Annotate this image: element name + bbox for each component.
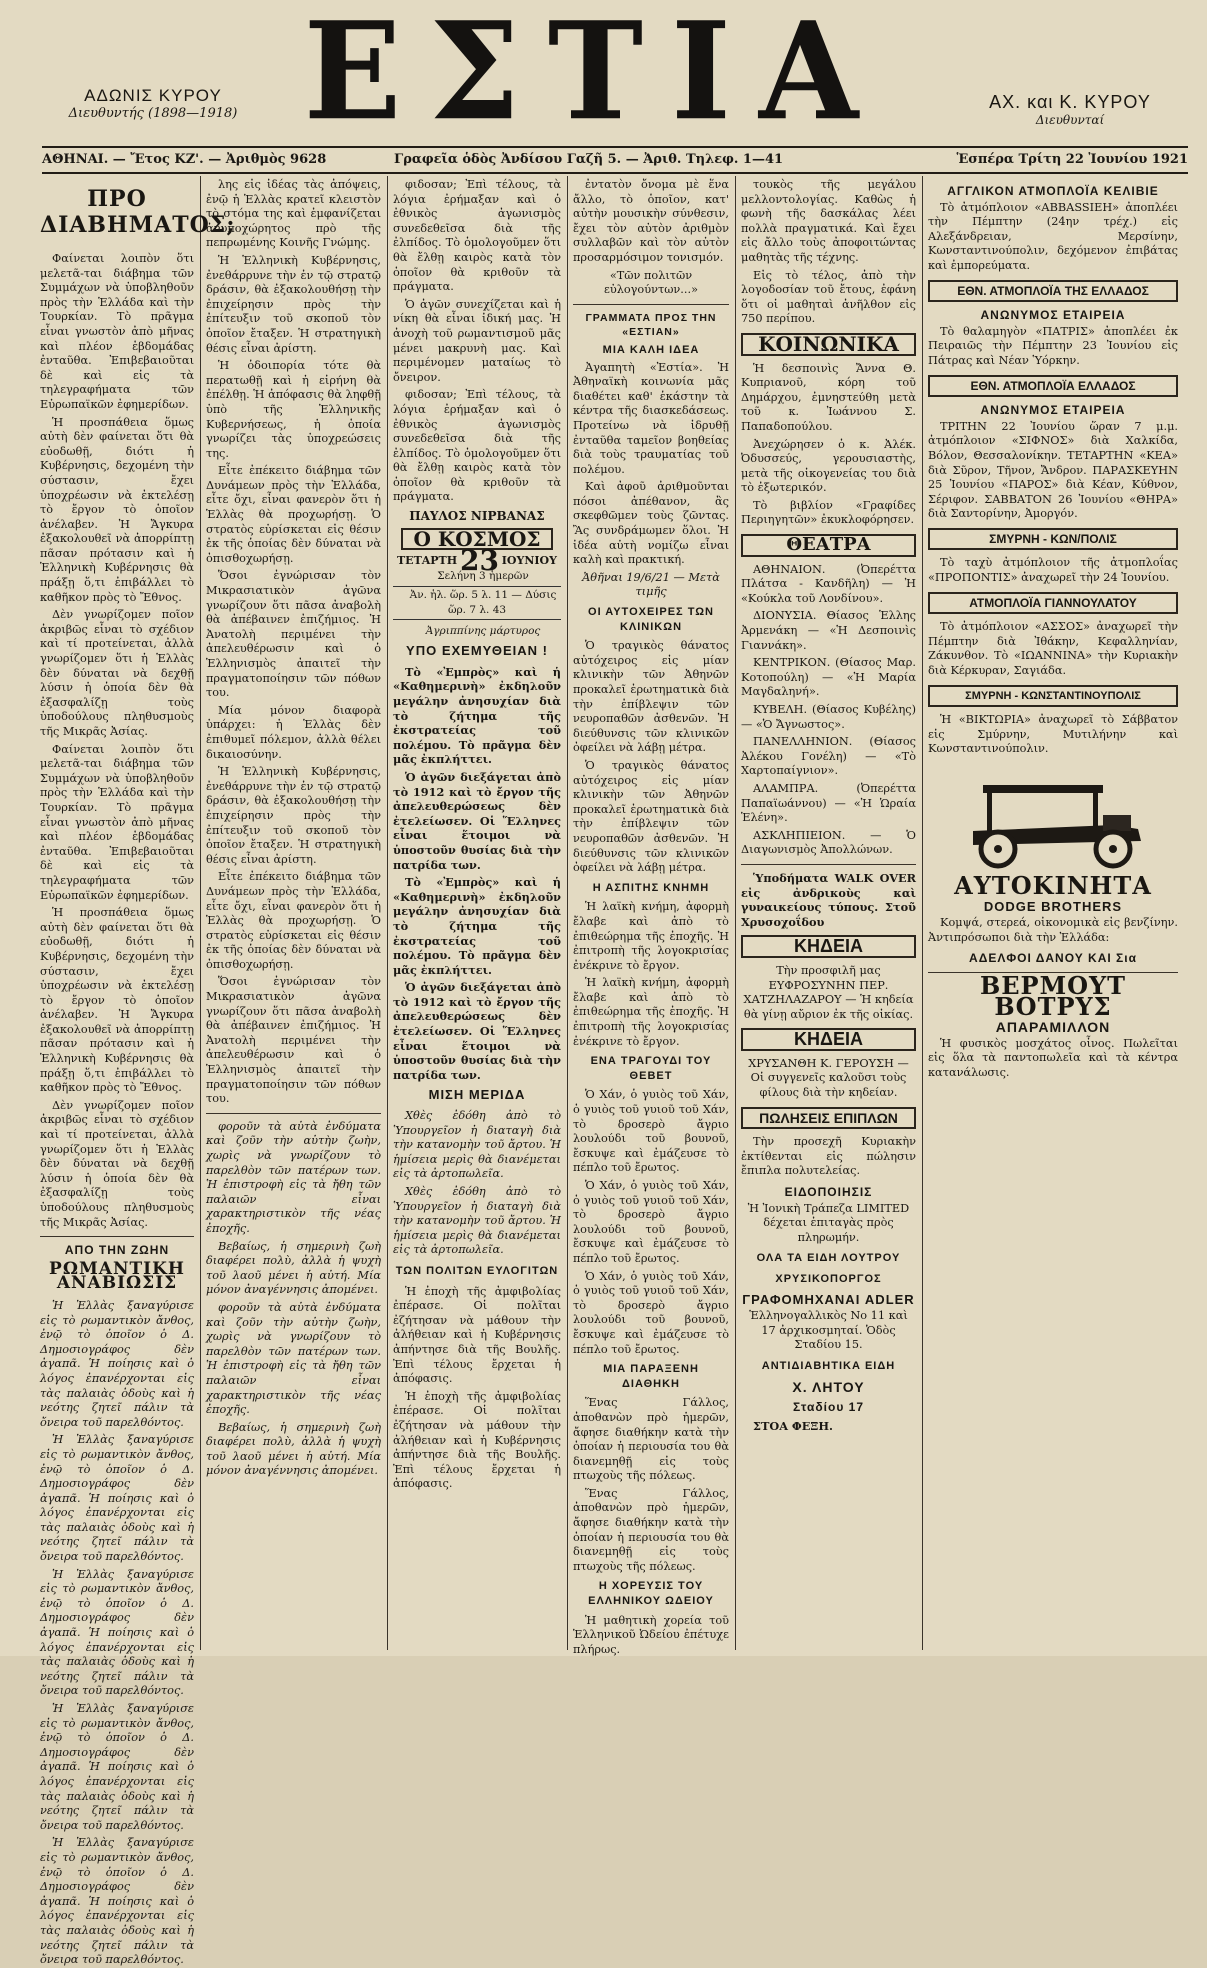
section-box-funeral: ΚΗΔΕΙΑ bbox=[741, 1028, 916, 1051]
section-label: ΓΡΑΜΜΑΤΑ ΠΡΟΣ ΤΗΝ «ΕΣΤΙΑΝ» bbox=[585, 311, 717, 339]
article-paragraph: Βεβαίως, ἡ σημερινὴ ζωὴ διαφέρει πολὺ, ἀλλὰ ἡ ψυχὴ τοῦ λαοῦ μένει ἡ αὐτή. Μία μόνον ἀναγέννησις ἀπομένει. bbox=[206, 1239, 381, 1297]
article-paragraph: Ἡ Ἑλλὰς ξαναγύρισε εἰς τὸ ρωμαντικὸν ἄνθος, ἐνῷ τὸ ὁποῖον ὁ Δ. Δημοσιογράφος δὲν ἀγαπᾶ. Ἡ ποίησις καὶ ὁ λόγος ἐπανέρχονται εἰς τὰς παλαιὰς ὁδοὺς καὶ ἡ νεότης ζητεῖ πάλιν τὰ ὄνειρα τοῦ παρελθόντος. bbox=[40, 1702, 194, 1832]
social-item: Τὸ βιβλίον «Γραφίδες Περιηγητῶν» ἐκυκλοφόρησεν. bbox=[741, 498, 916, 527]
section-rule bbox=[206, 1113, 381, 1114]
advertisement-walkover: Ὑποδήματα WALK OVER εἰς ἀνδρικοὺς καὶ γυναικείους τύπους. Στοῦ Χρυσοχοΐδου bbox=[741, 870, 916, 929]
column-divider bbox=[567, 176, 568, 1650]
advertisement-adler: ΓΡΑΦΟΜΗΧΑΝΑΙ ADLER bbox=[742, 1291, 915, 1307]
article-paragraph: Δὲν γνωρίζομεν ποῖον ἀκριβῶς εἶναι τὸ σχέδιον καὶ τί προτείνεται, ἀλλὰ γνωρίζομεν ὅτι ἡ Ἑλλὰς δὲν δύναται νὰ δεχθῇ λύσιν ἡ ὁποία δὲν θὰ ἐξασφαλίζῃ τοὺς ὑποδούλους πληθυσμοὺς τῆς Μικρᾶς Ἀσίας. bbox=[40, 1098, 194, 1229]
article-headline: ΟΙ ΑΥΤΟΧΕΙΡΕΣ ΤΩΝ ΚΛΙΝΙΚΩΝ bbox=[588, 606, 714, 633]
column-1 bbox=[40, 178, 236, 1967]
advertisement-text: Ἡ «ΒΙΚΤΩΡΙΑ» ἀναχωρεῖ τὸ Σάββατον εἰς Σμύρνην, Μυτιλήνην καὶ Κωνσταντινούπολιν. bbox=[928, 713, 1178, 756]
founder-subtitle: Διευθυντής (1898—1918) bbox=[68, 106, 238, 121]
article-headline: ΕΝΑ ΤΡΑΓΟΥΔΙ ΤΟΥ ΘΕΒΕΤ bbox=[590, 1055, 712, 1082]
article-headline: ΜΙΣΗ ΜΕΡΙΔΑ bbox=[428, 1087, 526, 1103]
article-paragraph: Ἡ λαϊκὴ κνήμη, ἀφορμὴ ἔλαβε καὶ ἀπὸ τὸ ἐπιθεώρημα τῆς ἐποχῆς. Ἡ ἐπιτροπὴ τῆς λογοκρισίας ἐνέκρινε τὸ ἔργον. bbox=[573, 900, 729, 972]
masthead bbox=[0, 0, 1207, 151]
vermouth-tagline: ΑΠΑΡΑΜΙΛΛΟΝ bbox=[995, 1019, 1111, 1036]
advertisement-subhead: ΑΝΩΝΥΜΟΣ ΕΤΑΙΡΕΙΑ bbox=[980, 308, 1126, 323]
section-box-social: ΚΟΙΝΩΝΙΚΑ bbox=[741, 333, 916, 356]
column-4 bbox=[573, 178, 729, 1656]
article-paragraph: Ἡ προσπάθεια ὅμως αὐτὴ δὲν φαίνεται ὅτι θὰ εὐοδωθῇ, διότι ἡ Κυβέρνησις, δεχομένη τὴν σύστασιν, ἔχει ὑποχρέωσιν νὰ ἐκτελέσῃ τὸ ἔργον τὸ ὁποῖον ἀνέλαβεν. Ἡ Ἄγκυρα ἐξακολουθεῖ νὰ ἀπορρίπτῃ πᾶσαν πρότασιν καὶ ἡ Ἑλληνικὴ Κυβέρνησις θὰ πράξῃ ὅ,τι ἐπιβάλλει τὸ καθῆκον πρὸς τὸ Ἔθνος. bbox=[40, 415, 194, 604]
article-paragraph: Ἀγαπητὴ «Ἑστία». Ἡ Ἀθηναϊκὴ κοινωνία μᾶς διαθέτει καθ' ἑκάστην τὰ κέντρα τῆς διασκεδάσεως. Προτείνω νὰ ἱδρυθῇ ἐνταῦθα ταμεῖον βοηθείας διὰ τοὺς τραυματίας τοῦ πολέμου. bbox=[573, 360, 729, 476]
issue-date: Ἑσπέρα Τρίτη 22 Ἰουνίου 1921 bbox=[956, 152, 1188, 167]
masthead-rule bbox=[42, 146, 1188, 148]
advertisement-diabetic: ΑΝΤΙΔΙΑΒΗΤΙΚΑ ΕΙΔΗ bbox=[761, 1359, 896, 1372]
column-divider bbox=[387, 176, 388, 1650]
article-headline: ΥΠΟ ΕΧΕΜΥΘΕΙΑΝ ! bbox=[406, 643, 548, 659]
article-paragraph: Ἡ Ἑλληνικὴ Κυβέρνησις, ἐνεθάρρυνε τὴν ἐν τῷ στρατῷ δράσιν, θὰ ἐξακολουθήσῃ τὴν ἐπιχείρησιν πρὸς τὴν ἐπίτευξιν τοῦ σκοποῦ τὸν ὁποῖον ἔταξεν. Ἡ στρατηγικὴ θέσις εἶναι ἀρίστη. bbox=[206, 765, 381, 866]
article-paragraph: Ὁ τραγικὸς θάνατος αὐτόχειρος εἰς μίαν κλινικὴν τῶν Ἀθηνῶν προκαλεῖ ἐρωτηματικὰ διὰ τὴν ἐπίβλεψιν τῶν νευροπαθῶν ἀσθενῶν. Ἡ διεύθυνσις τῶν κλινικῶν ὀφείλει νὰ λάβῃ μέτρα. bbox=[573, 758, 729, 875]
article-paragraph: Τὸ «Ἐμπρὸς» καὶ ἡ «Καθημερινὴ» ἐκδηλοῦν μεγάλην ἀνησυχίαν διὰ τὸ ζήτημα τῆς ἐκστρατείας τοῦ πολέμου. Τὸ πρᾶγμα δὲν μᾶς ἐκπλήττει. bbox=[393, 875, 561, 977]
directors-block bbox=[960, 92, 1180, 127]
section-label: ΑΠΟ ΤΗΝ ΖΩΗΝ bbox=[64, 1243, 170, 1258]
column-divider bbox=[200, 176, 201, 1650]
advertisement-subhead: ΑΝΩΝΥΜΟΣ ΕΤΑΙΡΕΙΑ bbox=[980, 403, 1126, 418]
theatre-listing: ΔΙΟΝΥΣΙΑ. Θίασος Ἑλλης Ἀρμενάκη — «Ἡ Δεσποινὶς Γιαννάκη». bbox=[741, 609, 916, 652]
advertisement-text: Τὸ ἀτμόπλοιον «ΑΣΣΟΣ» ἀναχωρεῖ τὴν Πέμπτην διὰ Ἰθάκην, Κεφαλληνίαν, Ζάκυνθον. Τὸ «ΙΩΑΝΝΙΝΑ» τὴν Κυριακὴν διὰ Κέρκυραν, Σαγιάδα. bbox=[928, 620, 1178, 678]
issue-number: ΑΘΗΝΑΙ. — Ἔτος ΚΖ'. — Ἀριθμὸς 9628 bbox=[42, 152, 327, 167]
dealer-name: ΑΔΕΛΦΟΙ ΔΑΝΟΥ ΚΑΙ Σια bbox=[969, 951, 1137, 966]
almanac-moon: Σελήνη 3 ἡμερῶν bbox=[437, 569, 529, 582]
section-label: ΕΙΔΟΠΟΙΗΣΙΣ bbox=[784, 1185, 873, 1200]
almanac-sun: Ἀν. ἡλ. ὥρ. 5 λ. 11 — Δύσις ὥρ. 7 λ. 43 bbox=[393, 586, 561, 619]
article-paragraph: Εἶτε ἐπέκειτο διάβημα τῶν Δυνάμεων πρὸς τὴν Ἑλλάδα, εἶτε ὄχι, εἶναι φανερὸν ὅτι ἡ Ἑλλὰς θὰ προχωρήσῃ. Ὁ στρατὸς εὑρίσκεται εἰς θέσιν ἐκ τῆς ὁποίας δὲν δύναται νὰ ὀπισθοχωρήσῃ. bbox=[206, 870, 381, 971]
letter-signature: Ἀθῆναι 19/6/21 — Μετὰ τιμῆς bbox=[582, 570, 720, 599]
funeral-notice: Τὴν προσφιλῆ μας ΕΥΦΡΟΣΥΝΗΝ ΠΕΡ. ΧΑΤΖΗΛΑΖΑΡΟΥ — Ἡ κηδεία θὰ γίνῃ αὔριον ἐκ τῆς οἰκίας. bbox=[743, 963, 914, 1021]
theatre-listing: ΚΥΒΕΛΗ. (Θίασος Κυβέλης) — «Ὁ Ἄγνωστος». bbox=[741, 703, 916, 731]
pharmacy-name: Χ. ΛΗΤΟΥ bbox=[792, 1378, 865, 1395]
founder-name: ΑΔΩΝΙΣ ΚΥΡΟΥ bbox=[84, 86, 222, 105]
issue-info-bar bbox=[42, 150, 1188, 172]
social-item: Ἡ δεσποινὶς Ἄννα Θ. Κυπριανοῦ, κόρη τοῦ Δημάρχου, ἐμνηστεύθη μετὰ τοῦ κ. Ἰωάννου Σ. Παπαδοπούλου. bbox=[741, 361, 916, 433]
theatre-listing: ΑΛΑΜΠΡΑ. (Ὀπερέττα Παπαϊωάννου) — «Ἡ Ὡραία Ἑλένη». bbox=[741, 781, 916, 825]
theatre-listing: ΑΣΚΛΗΠΙΕΙΟΝ. — Ὁ Διαγωνισμὸς Ἀπολλώνων. bbox=[741, 828, 916, 857]
article-paragraph: Ἡ προσπάθεια ὅμως αὐτὴ δὲν φαίνεται ὅτι θὰ εὐοδωθῇ, διότι ἡ Κυβέρνησις, δεχομένη τὴν σύστασιν, ἔχει ὑποχρέωσιν νὰ ἐκτελέσῃ τὸ ἔργον τὸ ὁποῖον ἀνέλαβεν. Ἡ Ἄγκυρα ἐξακολουθεῖ νὰ ἀπορρίπτῃ πᾶσαν πρότασιν καὶ ἡ Ἑλληνικὴ Κυβέρνησις θὰ πράξῃ ὅ,τι ἐπιβάλλει τὸ καθῆκον πρὸς τὸ Ἔθνος. bbox=[40, 906, 194, 1095]
advertisement-text: Κομψά, στερεά, οἰκονομικὰ εἰς βενζίνην. Ἀντιπρόσωποι διὰ τὴν Ἑλλάδα: bbox=[928, 916, 1178, 944]
article-paragraph: Ὁ ἀγῶν συνεχίζεται καὶ ἡ νίκη θὰ εἶναι ἰδική μας. Ἡ ἀνοχὴ τοῦ ρωμαντισμοῦ μᾶς μένει μακρυνὴ μας. Καὶ περιμένομεν ματαίως τὸ ὄνειρον. bbox=[393, 297, 561, 384]
article-paragraph: Ὅσοι ἐγνώρισαν τὸν Μικρασιατικὸν ἀγῶνα γνωρίζουν ὅτι πᾶσα ἀναβολὴ θὰ ἀπέβαινεν ἐπιζήμιος. Ἡ Ἀνατολὴ περιμένει τὴν ἀπελευθέρωσιν καὶ ὁ Ἑλληνισμὸς ἀπαιτεῖ τὴν πραγματοποίησιν τῶν πόθων του. bbox=[206, 569, 381, 700]
article-paragraph: φιδοσαν; Ἐπὶ τέλους, τὰ λόγια ἐρήμαξαν καὶ ὁ ἐθνικὸς ἀγωνισμὸς συνεδεθεῖσα διὰ τῆς ἐλπίδος. Τὸ ὁμολογοῦμεν ὅτι θὰ ἔλθῃ καιρὸς κατὰ τὸν ὁποῖον θὰ κριθοῦν τὰ πράγματα. bbox=[393, 178, 561, 294]
section-box-theatres: ΘΕΑΤΡΑ bbox=[741, 534, 916, 557]
automobile-illustration bbox=[953, 763, 1153, 873]
footer-notice: ΣΤΟΑ ΦΕΞΗ. bbox=[753, 1418, 833, 1433]
theatre-listing: ΠΑΝΕΛΛΗΝΙΟΝ. (Θίασος Ἀλέκου Γονέλη) — «Τὸ Χαρτοπαίγνιον». bbox=[741, 735, 916, 778]
almanac-date-number: 23 bbox=[459, 544, 499, 578]
article-headline: ΜΙΑ ΠΑΡΑΞΕΝΗ ΔΙΑΘΗΚΗ bbox=[603, 1363, 699, 1390]
article-paragraph: Ἡ ἐποχὴ τῆς ἀμφιβολίας ἐπέρασε. Οἱ πολῖται ἐζήτησαν νὰ μάθουν τὴν ἀλήθειαν καὶ ἡ Κυβέρνησις ἀπήντησε διὰ τῆς Βουλῆς. Ἐπὶ τέλους ἔρχεται ἡ ἀπόφασις. bbox=[393, 1389, 561, 1491]
article-paragraph: Εἶτε ἐπέκειτο διάβημα τῶν Δυνάμεων πρὸς τὴν Ἑλλάδα, εἶτε ὄχι, εἶναι φανερὸν ὅτι ἡ Ἑλλὰς θὰ προχωρήσῃ. Ὁ στρατὸς εὑρίσκεται εἰς θέσιν ἐκ τῆς ὁποίας δὲν δύναται νὰ ὀπισθοχωρήσῃ. bbox=[206, 464, 381, 565]
article-paragraph: Βεβαίως, ἡ σημερινὴ ζωὴ διαφέρει πολὺ, ἀλλὰ ἡ ψυχὴ τοῦ λαοῦ μένει ἡ αὐτή. Μία μόνον ἀναγέννησις ἀπομένει. bbox=[206, 1420, 381, 1478]
article-headline: Η ΧΟΡΕΥΣΙΣ ΤΟΥ ΕΛΛΗΝΙΚΟΥ ΩΔΕΙΟΥ bbox=[588, 1580, 714, 1608]
article-paragraph: Καὶ ἀφοῦ ἀριθμοῦνται πόσοι ἀπέθανον, ἂς σκεφθῶμεν τοὺς ζῶντας. Ἂς συνδράμωμεν ὅλοι. Ἡ ἰδέα αὐτὴ νομίζω εἶναι καλὴ καὶ πρακτική. bbox=[573, 480, 729, 567]
article-paragraph: Ἡ Ἑλλὰς ξαναγύρισε εἰς τὸ ρωμαντικὸν ἄνθος, ἐνῷ τὸ ὁποῖον ὁ Δ. Δημοσιογράφος δὲν ἀγαπᾶ. Ἡ ποίησις καὶ ὁ λόγος ἐπανέρχονται εἰς τὰς παλαιὰς ὁδοὺς καὶ ἡ νεότης ζητεῖ πάλιν τὰ ὄνειρα τοῦ παρελθόντος. bbox=[40, 1433, 194, 1564]
article-paragraph: Ὁ Χάν, ὁ γυιὸς τοῦ Χάν, ὁ γυιὸς τοῦ γυιοῦ τοῦ Χάν, τὸ δροσερὸ ἄγριο λουλούδι τοῦ βουνοῦ, ἔσκυψε καὶ ἐμάζευσε τὸ πέπλο τοῦ ἔρωτος. bbox=[573, 1269, 729, 1356]
article-paragraph: Ὁ Χάν, ὁ γυιὸς τοῦ Χάν, ὁ γυιὸς τοῦ γυιοῦ τοῦ Χάν, τὸ δροσερὸ ἄγριο λουλούδι τοῦ βουνοῦ, ἔσκυψε καὶ ἐμάζευσε τὸ πέπλο τοῦ ἔρωτος. bbox=[573, 1088, 729, 1175]
article-paragraph: Ἡ ὁδοιπορία τότε θὰ περατωθῇ καὶ ἡ εἰρήνη θὰ ἐπέλθῃ. Ἡ ἀπόφασις θὰ ληφθῇ ὑπὸ τῆς Ἑλληνικῆς Κυβερνήσεως, ἡ ὁποία γνωρίζει τὰς ὑποχρεώσεις της. bbox=[206, 359, 381, 460]
theatre-listing: ΚΕΝΤΡΙΚΟΝ. (Θίασος Μαρ. Κοτοπούλη) — «Ἡ Μαρία Μαγδαληνή». bbox=[741, 656, 916, 699]
advertisement-bath: ΟΛΑ ΤΑ ΕΙΔΗ ΛΟΥΤΡΟΥ bbox=[756, 1252, 901, 1265]
article-paragraph: Ἡ Ἑλλὰς ξαναγύρισε εἰς τὸ ρωμαντικὸν ἄνθος, ἐνῷ τὸ ὁποῖον ὁ Δ. Δημοσιογράφος δὲν ἀγαπᾶ. Ἡ ποίησις καὶ ὁ λόγος ἐπανέρχονται εἰς τὰς παλαιὰς ὁδοὺς καὶ ἡ νεότης ζητεῖ πάλιν τὰ ὄνειρα τοῦ παρελθόντος. bbox=[40, 1836, 194, 1967]
article-paragraph: Ἡ λαϊκὴ κνήμη, ἀφορμὴ ἔλαβε καὶ ἀπὸ τὸ ἐπιθεώρημα τῆς ἐποχῆς. Ἡ ἐπιτροπὴ τῆς λογοκρισίας ἐνέκρινε τὸ ἔργον. bbox=[573, 976, 729, 1048]
almanac-saint: Ἀγριππίνης μάρτυρος bbox=[425, 624, 541, 637]
article-paragraph: Εἰς τὸ τέλος, ἀπὸ τὴν λογοδοσίαν τοῦ ἔτους, ἐφάνη ὅτι οἱ μαθηταὶ ἀνῆλθον εἰς 750 περίπου. bbox=[741, 268, 916, 326]
article-paragraph: Χθὲς ἐδόθη ἀπὸ τὸ Ὑπουργεῖον ἡ διαταγὴ διὰ τὴν κατανομὴν τοῦ ἄρτου. Ἡ ἡμίσεια μερὶς θὰ διανέμεται εἰς τὰ ἀρτοπωλεῖα. bbox=[393, 1109, 561, 1181]
article-paragraph: Ὅσοι ἐγνώρισαν τὸν Μικρασιατικὸν ἀγῶνα γνωρίζουν ὅτι πᾶσα ἀναβολὴ θὰ ἀπέβαινεν ἐπιζήμιος. Ἡ Ἀνατολὴ περιμένει τὴν ἀπελευθέρωσιν καὶ ὁ Ἑλληνισμὸς ἀπαιτεῖ τὴν πραγματοποίησιν τῶν πόθων του. bbox=[206, 975, 381, 1106]
article-paragraph: Ἡ μαθητικὴ χορεία τοῦ Ἑλληνικοῦ Ὠδείου ἐπέτυχε πλήρως. bbox=[573, 1613, 729, 1656]
article-paragraph: Δὲν γνωρίζομεν ποῖον ἀκριβῶς εἶναι τὸ σχέδιον καὶ τί προτείνεται, ἀλλὰ γνωρίζομεν ὅτι ἡ Ἑλλὰς δὲν δύναται νὰ δεχθῇ λύσιν ἡ ὁποία δὲν θὰ ἐξασφαλίζῃ τοὺς ὑποδούλους πληθυσμοὺς τῆς Μικρᾶς Ἀσίας. bbox=[40, 608, 194, 738]
article-paragraph: Ἡ Ἑλληνικὴ Κυβέρνησις, ἐνεθάρρυνε τὴν ἐν τῷ στρατῷ δράσιν, θὰ ἐξακολουθήσῃ τὴν ἐπιχείρησιν πρὸς τὴν ἐπίτευξιν τοῦ σκοποῦ τὸν ὁποῖον ἔταξεν. Ἡ στρατηγικὴ θέσις εἶναι ἀρίστη. bbox=[206, 253, 381, 355]
theatre-listing: ΑΘΗΝΑΙΟΝ. (Ὀπερέττα Πλάτσα - Κανδῆλη) — Ἡ «Κούκλα τοῦ Λονδίνου». bbox=[741, 562, 916, 605]
article-paragraph: τουκὸς τῆς μεγάλου μελλοντολογίας. Καθὼς ἡ φωνὴ τῆς δασκάλας λέει πολλὰ πραγματικά. Καὶ ἔχει εἰς ἄλλο τοὺς ἀποφοιτώντας μαθητὰς τῆς τέχνης. bbox=[741, 178, 916, 264]
article-paragraph: Ἡ Ἑλλὰς ξαναγύρισε εἰς τὸ ρωμαντικὸν ἄνθος, ἐνῷ τὸ ὁποῖον ὁ Δ. Δημοσιογράφος δὲν ἀγαπᾶ. Ἡ ποίησις καὶ ὁ λόγος ἐπανέρχονται εἰς τὰς παλαιὰς ὁδοὺς καὶ ἡ νεότης ζητεῖ πάλιν τὰ ὄνειρα τοῦ παρελθόντος. bbox=[40, 1298, 194, 1429]
pharmacy-address: Σταδίου 17 bbox=[792, 1400, 864, 1415]
advertisement-vermouth: ΒΕΡΜΟΥΤ bbox=[979, 970, 1127, 1000]
article-paragraph: Ὁ ἀγῶν διεξάγεται ἀπὸ τὸ 1912 καὶ τὸ ἔργον τῆς ἀπελευθερώσεως δὲν ἐτελείωσεν. Οἱ Ἕλληνες εἶναι ἕτοιμοι νὰ ὑποστοῦν θυσίας διὰ τὴν πατρίδα των. bbox=[393, 980, 561, 1082]
vermouth-brand: ΒΟΤΡΥΣ bbox=[994, 991, 1112, 1021]
article-paragraph: Φαίνεται λοιπὸν ὅτι μελετᾶ-ται διάβημα τῶν Συμμάχων νὰ ὑποβληθοῦν πρὸς τὴν Ἑλλάδα καὶ τὴν Τουρκίαν. Τὸ πρᾶγμα εἶναι γνωστὸν ἀπὸ μῆνας καὶ πλέον ἑβδομάδας ἐνταῦθα. Ἐπιβεβαιοῦται δὲ καὶ εἰς τὰ τηλεγραφήματα τῶν Εὐρωπαϊκῶν ἐφημερίδων. bbox=[40, 252, 194, 411]
advertisement-automobiles: ΑΥΤΟΚΙΝΗΤΑ bbox=[954, 871, 1152, 900]
almanac-month: ΙΟΥΝΙΟΥ bbox=[501, 554, 557, 568]
article-paragraph: Ὁ τραγικὸς θάνατος αὐτόχειρος εἰς μίαν κλινικὴν τῶν Ἀθηνῶν προκαλεῖ ἐρωτηματικὰ διὰ τὴν ἐπίβλεψιν τῶν νευροπαθῶν ἀσθενῶν. Ἡ διεύθυνσις τῶν κλινικῶν ὀφείλει νὰ λάβῃ μέτρα. bbox=[573, 639, 729, 755]
article-headline: ΜΙΑ ΚΑΛΗ ΙΔΕΑ bbox=[602, 343, 700, 356]
directors-subtitle: Διευθυνταί bbox=[1035, 113, 1105, 127]
newspaper-title: ΕΣΤΙΑ bbox=[303, 0, 887, 151]
sale-notice: Τὴν προσεχῆ Κυριακὴν ἐκτίθενται εἰς πώλησιν ἔπιπλα πολυτελείας. bbox=[741, 1135, 916, 1178]
directors-name: ΑΧ. και Κ. ΚΥΡΟΥ bbox=[989, 92, 1151, 112]
advertisement-text: ΤΡΙΤΗΝ 22 Ἰουνίου ὥραν 7 μ.μ. ἀτμόπλοιον «ΣΙΦΝΟΣ» διὰ Χαλκίδα, Βόλον, Θεσσαλονίκην. ΤΕΤΑΡΤΗΝ «ΚΕΑ» διὰ Σῦρον, Τῆνον, Ἄνδρον. ΠΑΡΑΣΚΕΥΗΝ 25 Ἰουνίου «ΠΑΡΟΣ» διὰ Κέαν, Κύθνον, Σέριφον. ΣΑΒΒΑΤΟΝ 26 Ἰουνίου «ΘΗΡΑ» διὰ Σαντορίνην, Ἀμοργόν. bbox=[928, 419, 1178, 521]
article-headline: ΠΡΟ ΔΙΑΒΗΜΑΤΟΣ; bbox=[40, 186, 236, 238]
article-paragraph: Ἕνας Γάλλος, ἀποθανὼν πρὸ ἡμερῶν, ἄφησε διαθήκην κατὰ τὴν ὁποίαν ἡ περιουσία του θὰ διανεμηθῇ εἰς τοὺς πτωχοὺς τῆς πόλεως. bbox=[573, 1486, 729, 1573]
office-address: Γραφεῖα ὁδὸς Ἀνδίσου Γαζῆ 5. — Ἀριθ. Τηλεφ. 1—41 bbox=[394, 152, 784, 167]
article-paragraph: φοροῦν τὰ αὐτὰ ἐνδύματα καὶ ζοῦν τὴν αὐτὴν ζωὴν, χωρὶς νὰ γνωρίζουν τὸ παρελθὸν τῶν πατέρων των. Ἡ ἐπιστροφὴ εἰς τὰ ἤθη τῶν παλαιῶν εἶναι χαρακτηριστικὸν τῆς νέας ἐποχῆς. bbox=[206, 1119, 381, 1235]
automobile-brand: DODGE BROTHERS bbox=[983, 898, 1123, 914]
advertisement-shop: ΧΡΥΣΙΚΟΠΟΡΓΟΣ bbox=[775, 1273, 882, 1285]
section-box-furniture-sale: ΠΩΛΗΣΕΙΣ ΕΠΙΠΛΩΝ bbox=[741, 1107, 916, 1130]
advertisement-headline: ΑΤΜΟΠΛΟΪΑ ΓΙΑΝΝΟΥΛΑΤΟΥ bbox=[928, 592, 1178, 615]
column-3 bbox=[393, 178, 561, 1648]
advertisement-text: Τὸ ἀτμόπλοιον «ABBASSIEH» ἀποπλέει τὴν Πέμπτην (24ην τρέχ.) εἰς Αλεξάνδρειαν, Μερσίνην, Κωνσταντινούπολιν, δεχόμενον ἐπιβάτας καὶ ἐμπορεύματα. bbox=[928, 200, 1178, 272]
section-rule bbox=[40, 1236, 194, 1237]
column-2 bbox=[206, 178, 381, 1648]
section-rule bbox=[741, 864, 916, 865]
column-divider bbox=[922, 176, 923, 1650]
infobar-rule bbox=[42, 172, 1188, 174]
section-box-funeral: ΚΗΔΕΙΑ bbox=[741, 935, 916, 958]
article-paragraph: Ὁ ἀγῶν διεξάγεται ἀπὸ τὸ 1912 καὶ τὸ ἔργον τῆς ἀπελευθερώσεως δὲν ἐτελείωσεν. Οἱ Ἕλληνες εἶναι ἕτοιμοι νὰ ὑποστοῦν θυσίας διὰ τὴν πατρίδα των. bbox=[393, 769, 561, 872]
bank-notice: Ἡ Ἰονικὴ Τράπεζα LIMITED δέχεται ἐπιταγὰς πρὸς πληρωμήν. bbox=[747, 1201, 910, 1244]
column-5 bbox=[741, 178, 916, 1648]
column-divider bbox=[735, 176, 736, 1650]
article-paragraph: ἐντατὸν ὄνομα μὲ ἕνα ἄλλο, τὸ ὁποῖον, κατ' αὐτὴν μουσικὴν σύνθεσιν, ἔχει τὸν αὐτὸν ἀριθμὸν συλλαβῶν καὶ τὸν αὐτὸν προσαρμόσιμον τονισμόν. bbox=[573, 178, 729, 264]
article-quote: «Τῶν πολιτῶν εὐλογούντων...» bbox=[604, 268, 698, 297]
article-paragraph: Τὸ «Ἐμπρὸς» καὶ ἡ «Καθημερινὴ» ἐκδηλοῦν μεγάλην ἀνησυχίαν διὰ τὸ ζήτημα τῆς ἐκστρατείας τοῦ πολέμου. Τὸ πρᾶγμα δὲν μᾶς ἐκπλήττει. bbox=[393, 664, 561, 767]
article-paragraph: Μία μόνον διαφορὰ ὑπάρχει: ἡ Ἑλλὰς δὲν ἐπιθυμεῖ πόλεμον, ἀλλὰ θέλει δικαιοσύνην. bbox=[206, 703, 381, 761]
article-headline: ΤΩΝ ΠΟΛΙΤΩΝ ΕΥΛΟΓΙΤΩΝ bbox=[395, 1264, 559, 1277]
article-paragraph: Ἡ ἐποχὴ τῆς ἀμφιβολίας ἐπέρασε. Οἱ πολῖται ἐζήτησαν νὰ μάθουν τὴν ἀλήθειαν καὶ ἡ Κυβέρνησις ἀπήντησε διὰ τῆς Βουλῆς. Ἐπὶ τέλους ἔρχεται ἡ ἀπόφασις. bbox=[393, 1284, 561, 1386]
article-author: ΠΑΥΛΟΣ ΝΙΡΒΑΝΑΣ bbox=[409, 509, 545, 524]
article-headline: Η ΑΣΠΙΤΗΣ ΚΝΗΜΗ bbox=[592, 881, 710, 894]
advertisement-headline: ΕΘΝ. ΑΤΜΟΠΛΟΪΑ ΕΛΛΑΔΟΣ bbox=[928, 375, 1178, 398]
advertisement-text: Ἡ φυσικὸς μοσχάτος οἶνος. Πωλεῖται εἰς ὅλα τὰ παντοπωλεῖα καὶ τὰ κέντρα κατανάλωσις. bbox=[928, 1036, 1178, 1079]
section-rule bbox=[573, 304, 729, 305]
article-paragraph: λης εἰς ἰδέας τὰς ἀπόψεις, ἐνῷ ἡ Ἑλλὰς κρατεῖ κλειστὸν τὸ στόμα της καὶ ἐμφανίζεται ἀνυποχώρητος πρὸ τῆς πεπρωμένης Κοινῆς Γνώμης. bbox=[206, 178, 381, 250]
advertisement-text: Τὸ θαλαμηγὸν «ΠΑΤΡΙΣ» ἀποπλέει ἐκ Πειραιῶς τὴν Πέμπτην 23 Ἰουνίου εἰς Πάτρας καὶ Νέαν Ὑόρκην. bbox=[928, 324, 1178, 367]
article-headline: ΡΩΜΑΝΤΙΚΗ ΑΝΑΒΙΩΣΙΣ bbox=[49, 1258, 185, 1294]
article-paragraph: Χθὲς ἐδόθη ἀπὸ τὸ Ὑπουργεῖον ἡ διαταγὴ διὰ τὴν κατανομὴν τοῦ ἄρτου. Ἡ ἡμίσεια μερὶς θὰ διανέμεται εἰς τὰ ἀρτοπωλεῖα. bbox=[393, 1185, 561, 1257]
article-paragraph: φιδοσαν; Ἐπὶ τέλους, τὰ λόγια ἐρήμαξαν καὶ ὁ ἐθνικὸς ἀγωνισμὸς συνεδεθεῖσα διὰ τῆς ἐλπίδος. Τὸ ὁμολογοῦμεν ὅτι θὰ ἔλθῃ καιρὸς κατὰ τὸν ὁποῖον θὰ κριθοῦν τὰ πράγματα. bbox=[393, 388, 561, 504]
founder-block bbox=[58, 86, 248, 121]
almanac-day: ΤΕΤΑΡΤΗ bbox=[397, 554, 458, 568]
funeral-notice: ΧΡΥΣΑΝΘΗ Κ. ΓΕΡΟΥΣΗ — Οἱ συγγενεῖς καλοῦσι τοὺς φίλους διὰ τὴν κηδείαν. bbox=[748, 1056, 909, 1100]
section-box-kosmos: Ο ΚΟΣΜΟΣ bbox=[401, 528, 553, 551]
advertisement-headline: ΕΘΝ. ΑΤΜΟΠΛΟΪΑ ΤΗΣ ΕΛΛΑΔΟΣ bbox=[928, 280, 1178, 303]
article-paragraph: Ὁ Χάν, ὁ γυιὸς τοῦ Χάν, ὁ γυιὸς τοῦ γυιοῦ τοῦ Χάν, τὸ δροσερὸ ἄγριο λουλούδι τοῦ βουνοῦ, ἔσκυψε καὶ ἐμάζευσε τὸ πέπλο τοῦ ἔρωτος. bbox=[573, 1179, 729, 1265]
article-paragraph: φοροῦν τὰ αὐτὰ ἐνδύματα καὶ ζοῦν τὴν αὐτὴν ζωὴν, χωρὶς νὰ γνωρίζουν τὸ παρελθὸν τῶν πατέρων των. Ἡ ἐπιστροφὴ εἰς τὰ ἤθη τῶν παλαιῶν εἶναι χαρακτηριστικὸν τῆς νέας ἐποχῆς. bbox=[206, 1300, 381, 1417]
social-item: Ἀνεχώρησεν ὁ κ. Ἀλέκ. Ὀδυσσεύς, γερουσιαστὴς, μετὰ τῆς οἰκογενείας του διὰ τὸ ἐξωτερικόν. bbox=[741, 437, 916, 495]
article-paragraph: Ἡ Ἑλλὰς ξαναγύρισε εἰς τὸ ρωμαντικὸν ἄνθος, ἐνῷ τὸ ὁποῖον ὁ Δ. Δημοσιογράφος δὲν ἀγαπᾶ. Ἡ ποίησις καὶ ὁ λόγος ἐπανέρχονται εἰς τὰς παλαιὰς ὁδοὺς καὶ ἡ νεότης ζητεῖ πάλιν τὰ ὄνειρα τοῦ παρελθόντος. bbox=[40, 1567, 194, 1698]
advertisement-headline: ΣΜΥΡΝΗ - ΚΩΝ/ΠΟΛΙΣ bbox=[928, 528, 1178, 551]
article-paragraph: Φαίνεται λοιπὸν ὅτι μελετᾶ-ται διάβημα τῶν Συμμάχων νὰ ὑποβληθοῦν πρὸς τὴν Ἑλλάδα καὶ τὴν Τουρκίαν. Τὸ πρᾶγμα εἶναι γνωστὸν ἀπὸ μῆνας καὶ πλέον ἑβδομάδας ἐνταῦθα. Ἐπιβεβαιοῦται δὲ καὶ εἰς τὰ τηλεγραφήματα τῶν Εὐρωπαϊκῶν ἐφημερίδων. bbox=[40, 742, 194, 902]
advertisement-text: Τὸ ταχὺ ἀτμόπλοιον τῆς ἀτμοπλοΐας «ΠΡΟΠΟΝΤΙΣ» ἀναχωρεῖ τὴν 24 Ἰουνίου. bbox=[928, 556, 1178, 585]
advertisement-headline: ΑΓΓΛΙΚΟΝ ΑΤΜΟΠΛΟΪΑ ΚΕΛΙΒΙΕ bbox=[947, 184, 1159, 198]
column-6 bbox=[928, 178, 1178, 1648]
article-paragraph: Ἕνας Γάλλος, ἀποθανὼν πρὸ ἡμερῶν, ἄφησε διαθήκην κατὰ τὴν ὁποίαν ἡ περιουσία του θὰ διανεμηθῇ εἰς τοὺς πτωχοὺς τῆς πόλεως. bbox=[573, 1396, 729, 1483]
adler-text: Ἑλληνογαλλικὸς Νο 11 καὶ 17 ἀρχικοσμηταί. Ὁδὸς Σταδίου 15. bbox=[749, 1309, 908, 1352]
advertisement-headline: ΣΜΥΡΝΗ - ΚΩΝΣΤΑΝΤΙΝΟΥΠΟΛΙΣ bbox=[928, 685, 1178, 708]
